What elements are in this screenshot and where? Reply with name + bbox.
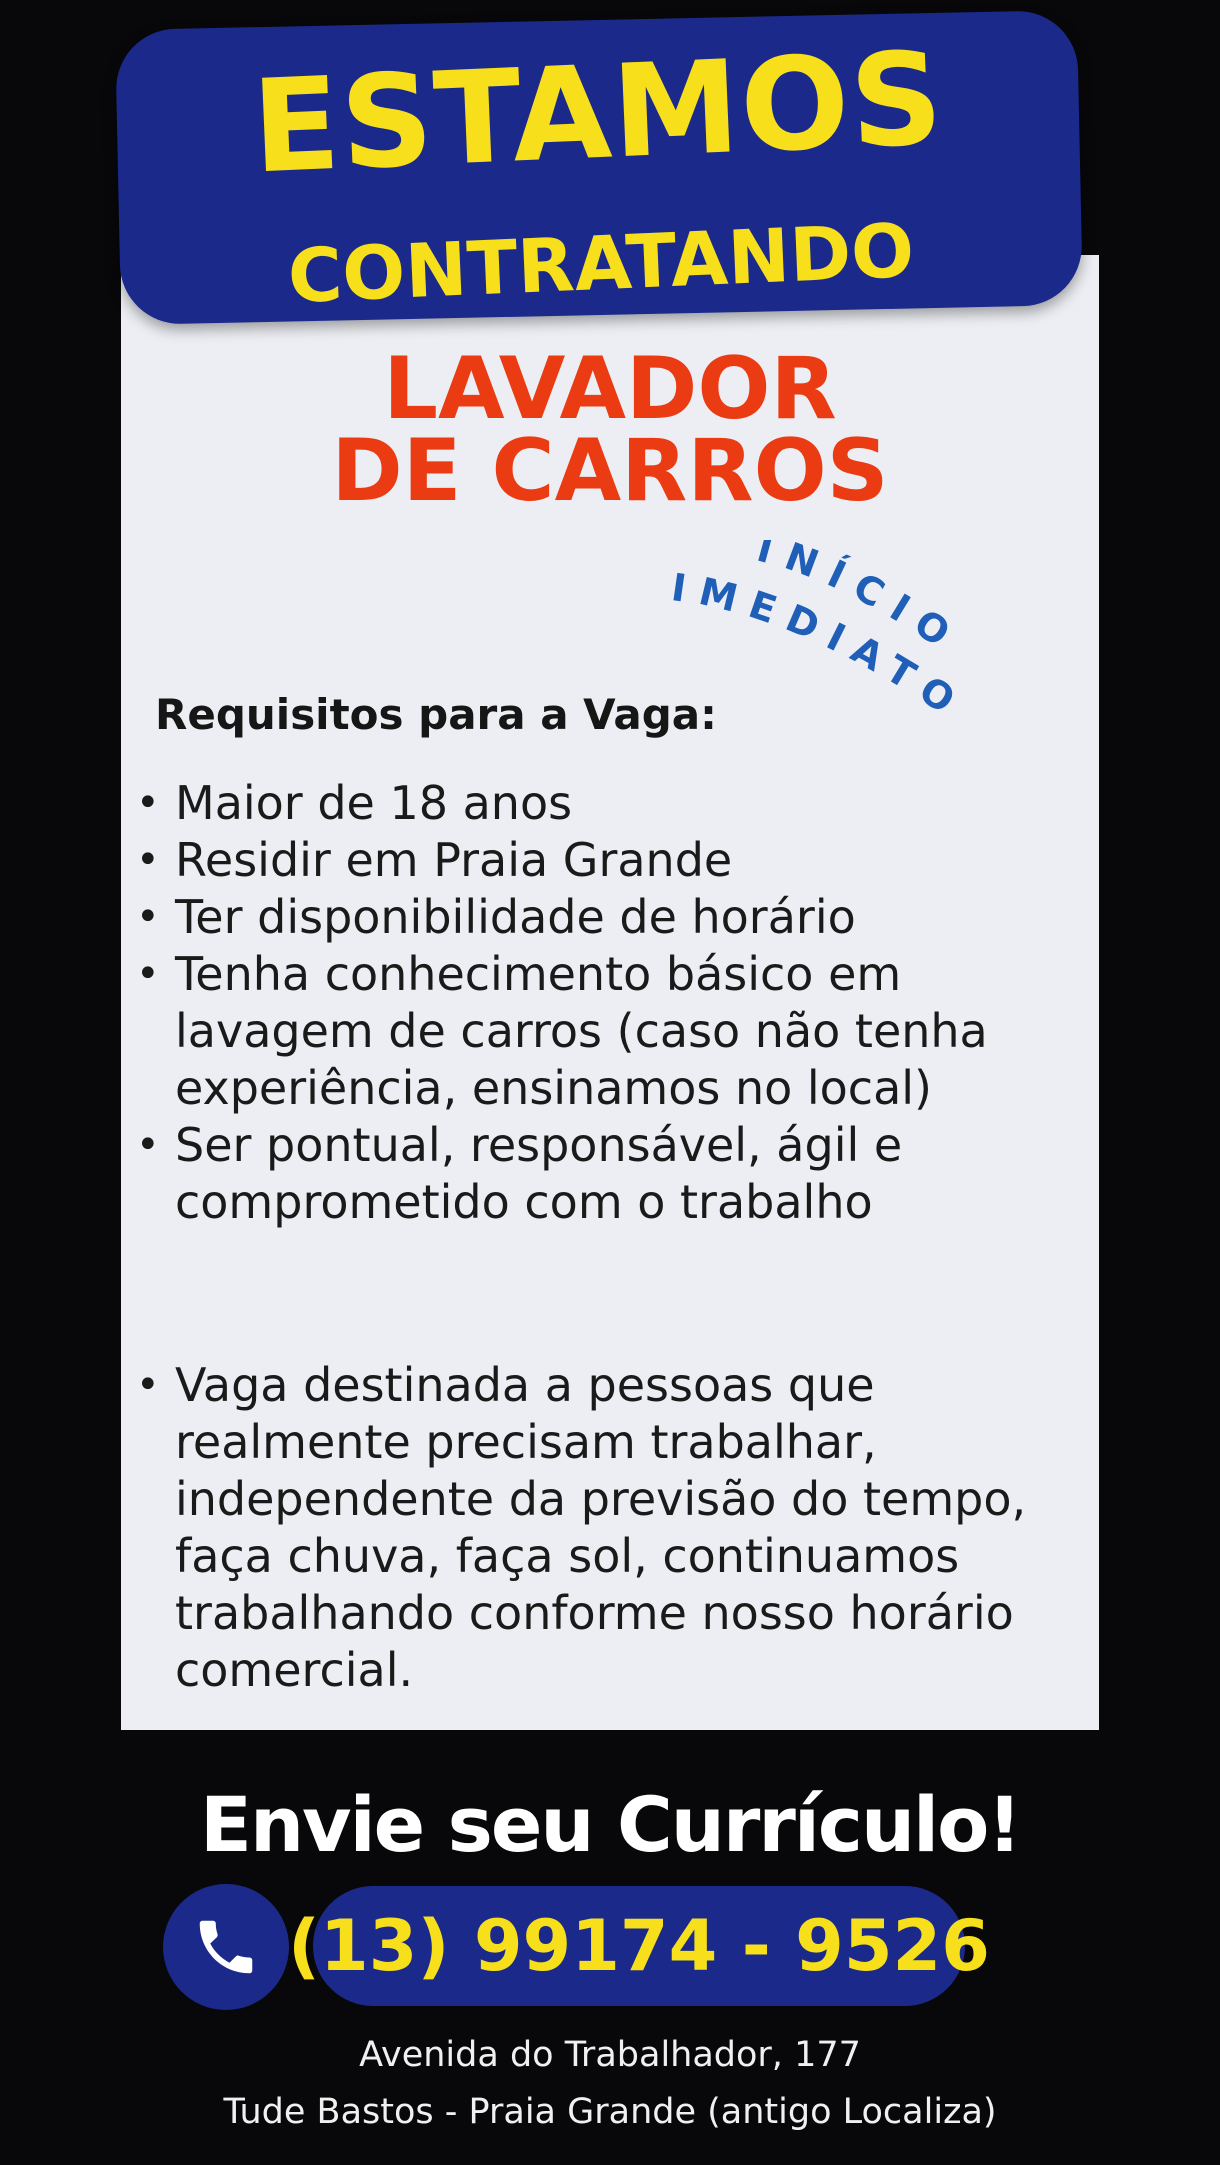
address-line1: Avenida do Trabalhador, 177 — [359, 2035, 861, 2075]
job-title-line1: LAVADOR — [383, 339, 837, 439]
phone-number-button[interactable] — [288, 1886, 990, 2006]
requirements-list — [130, 775, 1090, 1231]
requirements-note-list — [130, 1357, 1090, 1699]
stamp-graphic — [660, 540, 1030, 780]
stamp-line1: INÍCIO — [752, 540, 970, 664]
header-banner — [115, 10, 1083, 325]
address-line2: Tude Bastos - Praia Grande (antigo Localiza) — [223, 2092, 997, 2132]
list-item — [130, 1357, 1115, 1699]
list-item — [130, 946, 1075, 1117]
bullet-icon: • — [136, 780, 160, 826]
requirement-text: Ter disponibilidade de horário — [175, 890, 856, 944]
bullet-icon: • — [136, 894, 160, 940]
requirement-text: Ser pontual, responsável, ágil e comprometido com o trabalho — [175, 1118, 903, 1229]
requirement-text: Tenha conhecimento básico em lavagem de carros (caso não tenha experiência, ensinamos no local) — [175, 947, 988, 1115]
phone-icon — [191, 1912, 261, 1982]
job-title-line2: DE CARROS — [331, 421, 889, 521]
requirement-text: Residir em Praia Grande — [175, 833, 733, 887]
call-to-action: Envie seu Currículo! — [200, 1780, 1020, 1869]
requirements-heading: Requisitos para a Vaga: — [155, 690, 717, 739]
inicio-imediato-stamp — [660, 540, 1030, 780]
bullet-icon: • — [136, 1362, 160, 1408]
bullet-icon: • — [136, 837, 160, 883]
list-item — [130, 832, 1090, 889]
bullet-icon: • — [136, 1122, 160, 1168]
list-item — [130, 775, 1090, 832]
stamp-line2: IMEDIATO — [668, 565, 974, 730]
bullet-icon: • — [136, 951, 160, 997]
requirement-note: Vaga destinada a pessoas que realmente precisam trabalhar, independente da previsão do tempo, faça chuva, faça sol, continuamos trabalhando conforme nosso horário comercial. — [175, 1358, 1027, 1697]
phone-icon-badge[interactable] — [163, 1884, 289, 2010]
job-title — [0, 339, 1220, 521]
phone-number: (13) 99174 - 9526 — [288, 1905, 990, 1987]
requirement-text: Maior de 18 anos — [175, 776, 573, 830]
banner-title-line1: ESTAMOS — [249, 24, 947, 203]
banner-title-line2: CONTRATANDO — [286, 207, 916, 321]
list-item — [130, 889, 1090, 946]
list-item — [130, 1117, 1015, 1231]
